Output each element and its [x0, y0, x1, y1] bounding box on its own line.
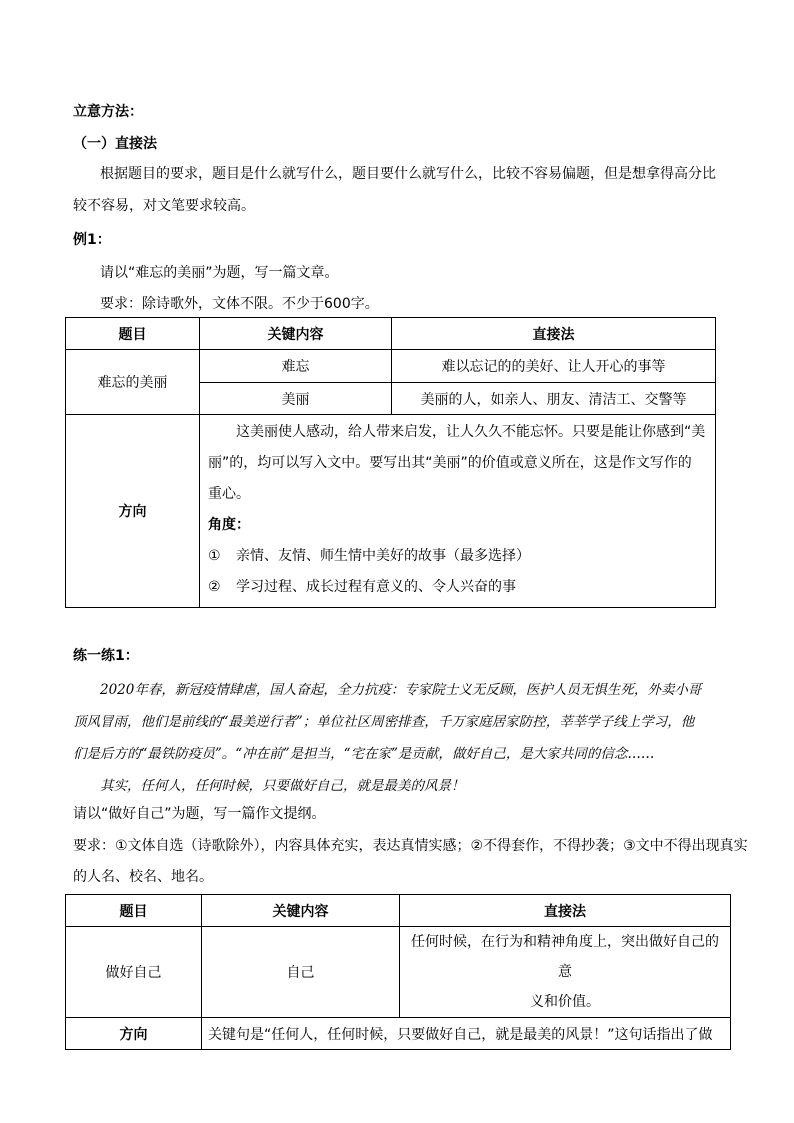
method-line-1: 任何时候，在行为和精神角度上，突出做好自己的意: [411, 934, 719, 980]
intro-line-2: 较不容易，对文笔要求较高。: [73, 198, 255, 214]
essay-title-cell: 做好自己: [66, 927, 202, 1018]
practice-requirement-2: 的人名、校名、地名。: [73, 869, 213, 885]
passage-line-1: 2020年春，新冠疫情肆虐，国人奋起，全力抗疫：专家院士义无反顾，医护人员无惧生死，外卖小哥: [100, 682, 702, 698]
section-title: 立意方法：: [73, 104, 143, 120]
header-title: 题目: [66, 318, 200, 350]
method-cell: [400, 927, 731, 1018]
header-method: 直接法: [392, 318, 716, 350]
method-cell: 难以忘记的的美好、让人开心的事等: [392, 350, 716, 383]
example-prompt: 请以“难忘的美丽”为题，写一篇文章。: [100, 265, 339, 281]
passage-line-3: 们是后方的“最铁防疫员”。“冲在前”是担当，“宅在家”是贡献，做好自己，是大家共同的信念……: [73, 746, 655, 762]
list-text: 学习过程、成长过程有意义的、令人兴奋的事: [236, 579, 516, 595]
example-label: 例1：: [73, 232, 111, 248]
list-item: [208, 541, 707, 572]
key-cell: 自己: [202, 927, 400, 1018]
header-key: 关键内容: [202, 895, 400, 927]
direction-content: [200, 415, 716, 608]
practice-prompt: 请以“做好自己”为题，写一篇作文提纲。: [73, 806, 326, 822]
method-line-2: 义和价值。: [530, 994, 600, 1010]
direction-label: 方向: [66, 1018, 202, 1050]
practice-label: 练一练1：: [73, 648, 139, 664]
example-table: [65, 317, 716, 608]
practice-table: [65, 894, 731, 1050]
essay-title-cell: 难忘的美丽: [66, 350, 200, 415]
direction-content: 关键句是“任何人，任何时候，只要做好自己，就是最美的风景！”这句话指出了做: [202, 1018, 731, 1050]
key-cell: 难忘: [200, 350, 392, 383]
table-row: [66, 350, 716, 383]
practice-requirement-1: 要求：①文体自选（诗歌除外），内容具体充实，表达真情实感；②不得套作，不得抄袭；③文中不得出现真实: [73, 838, 748, 854]
table-header-row: [66, 318, 716, 350]
direction-label: 方向: [66, 415, 200, 608]
direction-line-1: 这美丽使人感动，给人带来启发，让人久久不能忘怀。只要是能让你感到“美: [236, 424, 706, 440]
direction-row: [66, 1018, 731, 1050]
header-title: 题目: [66, 895, 202, 927]
list-marker: ①: [208, 548, 221, 564]
angle-label: 角度：: [208, 517, 250, 533]
direction-row: [66, 415, 716, 608]
subsection-title: （一）直接法: [73, 136, 157, 152]
method-cell: 美丽的人，如亲人、朋友、清洁工、交警等: [392, 383, 716, 415]
direction-line-3: 重心。: [208, 486, 250, 502]
header-key: 关键内容: [200, 318, 392, 350]
direction-line-2: 丽”的，均可以写入文中。要写出其“美丽”的价值或意义所在，这是作文写作的: [208, 455, 692, 471]
list-marker: ②: [208, 579, 221, 595]
list-item: [208, 572, 707, 603]
example-requirement: 要求：除诗歌外，文体不限。不少于600字。: [100, 296, 379, 312]
table-row: [66, 927, 731, 1018]
key-cell: 美丽: [200, 383, 392, 415]
intro-line-1: 根据题目的要求，题目是什么就写什么，题目要什么就写什么，比较不容易偏题，但是想拿得高分比: [100, 166, 716, 182]
passage-line-4: 其实，任何人，任何时候，只要做好自己，就是最美的风景！: [100, 778, 465, 794]
list-text: 亲情、友情、师生情中美好的故事（最多选择）: [236, 548, 530, 564]
header-method: 直接法: [400, 895, 731, 927]
table-header-row: [66, 895, 731, 927]
passage-line-2: 顶风冒雨，他们是前线的“最美逆行者”；单位社区周密排查，千万家庭居家防控，莘莘学子线上学习，他: [73, 714, 695, 730]
